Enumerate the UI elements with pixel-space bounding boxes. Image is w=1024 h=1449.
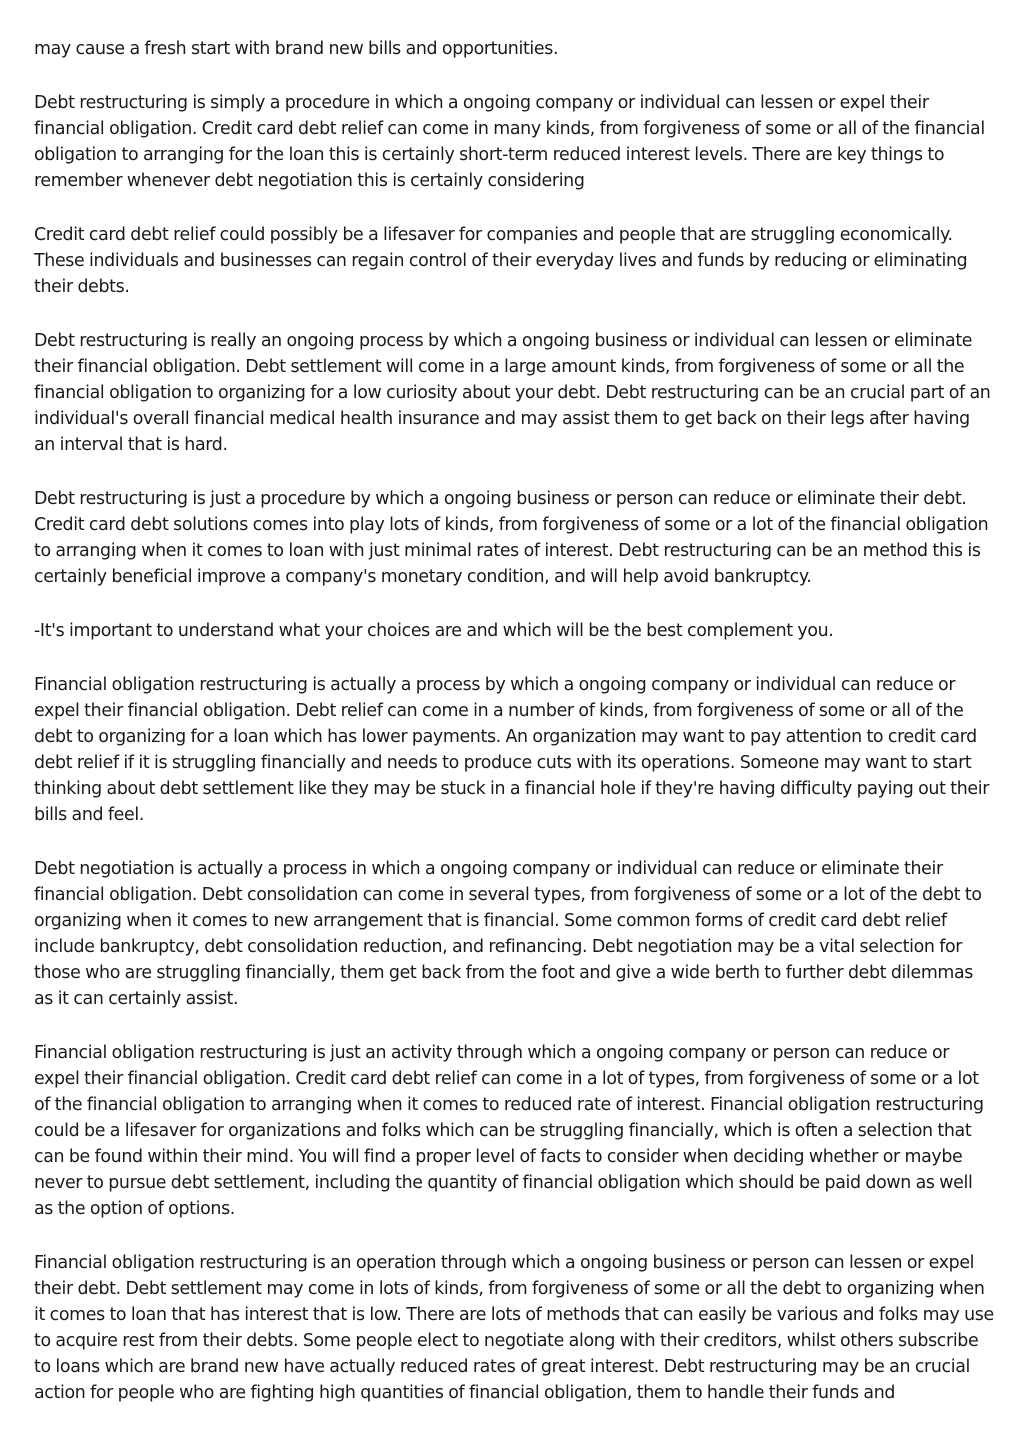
paragraph-6: -It's important to understand what your choices are and which will be the best complement you. bbox=[34, 621, 834, 641]
paragraph-10: Financial obligation restructuring is an operation through which a ongoing business or person can lessen or expel their debt. Debt settlement may come in lots of kinds, from forgiveness of some or all the debt to organizing when it comes to loan that has interest that is low. There are lots of methods that can easily be various and folks may use to acquire rest from their debts. Some people elect to negotiate along with their creditors, whilst others subscribe to loans which are brand new have actually reduced rates of great interest. Debt restructuring may be an crucial action for people who are fighting high quantities of financial obligation, them to handle their funds and bbox=[34, 1253, 994, 1403]
paragraph-5: Debt restructuring is just a procedure by which a ongoing business or person can reduce or eliminate their debt. Credit card debt solutions comes into play lots of kinds, from forgiveness of some or a lot of the financial obligation to arranging when it comes to loan with just minimal rates of interest. Debt restructuring can be an method this is certainly beneficial improve a company's monetary condition, and will help avoid bankruptcy. bbox=[34, 489, 989, 587]
paragraph-9: Financial obligation restructuring is just an activity through which a ongoing company or person can reduce or expel their financial obligation. Credit card debt relief can come in a lot of types, from forgiveness of some or a lot of the financial obligation to arranging when it comes to reduced rate of interest. Financial obligation restructuring could be a lifesaver for organizations and folks which can be struggling financially, which is often a selection that can be found within their mind. You will find a proper level of facts to consider when deciding whether or maybe never to pursue debt settlement, including the quantity of financial obligation which should be paid down as well as the option of options. bbox=[34, 1043, 984, 1219]
paragraph-3: Credit card debt relief could possibly be a lifesaver for companies and people that are struggling economically. These individuals and businesses can regain control of their everyday lives and funds by reducing or eliminating their debts. bbox=[34, 225, 968, 297]
paragraph-7: Financial obligation restructuring is actually a process by which a ongoing company or individual can reduce or expel their financial obligation. Debt relief can come in a number of kinds, from forgiveness of some or all of the debt to organizing for a loan which has lower payments. An organization may want to pay attention to credit card debt relief if it is struggling financially and needs to produce cuts with its operations. Someone may want to start thinking about debt settlement like they may be stuck in a financial hole if they're having difficulty paying out their bills and feel. bbox=[34, 675, 990, 825]
paragraph-4: Debt restructuring is really an ongoing process by which a ongoing business or individual can lessen or eliminate their financial obligation. Debt settlement will come in a large amount kinds, from forgiveness of some or all the financial obligation to organizing for a low curiosity about your debt. Debt restructuring can be an crucial part of an individual's overall financial medical health insurance and may assist them to get back on their legs after having an interval that is hard. bbox=[34, 331, 991, 455]
paragraph-8: Debt negotiation is actually a process in which a ongoing company or individual can reduce or eliminate their financial obligation. Debt consolidation can come in several types, from forgiveness of some or a lot of the debt to organizing when it comes to new arrangement that is financial. Some common forms of credit card debt relief include bankruptcy, debt consolidation reduction, and refinancing. Debt negotiation may be a vital selection for those who are struggling financially, them get back from the foot and give a wide berth to further debt dilemmas as it can certainly assist. bbox=[34, 859, 982, 1009]
document-page bbox=[34, 36, 994, 1434]
paragraph-1: may cause a fresh start with brand new bills and opportunities. bbox=[34, 39, 559, 59]
paragraph-2: Debt restructuring is simply a procedure in which a ongoing company or individual can lessen or expel their financial obligation. Credit card debt relief can come in many kinds, from forgiveness of some or all of the financial obligation to arranging for the loan this is certainly short-term reduced interest levels. There are key things to remember whenever debt negotiation this is certainly considering bbox=[34, 93, 985, 191]
